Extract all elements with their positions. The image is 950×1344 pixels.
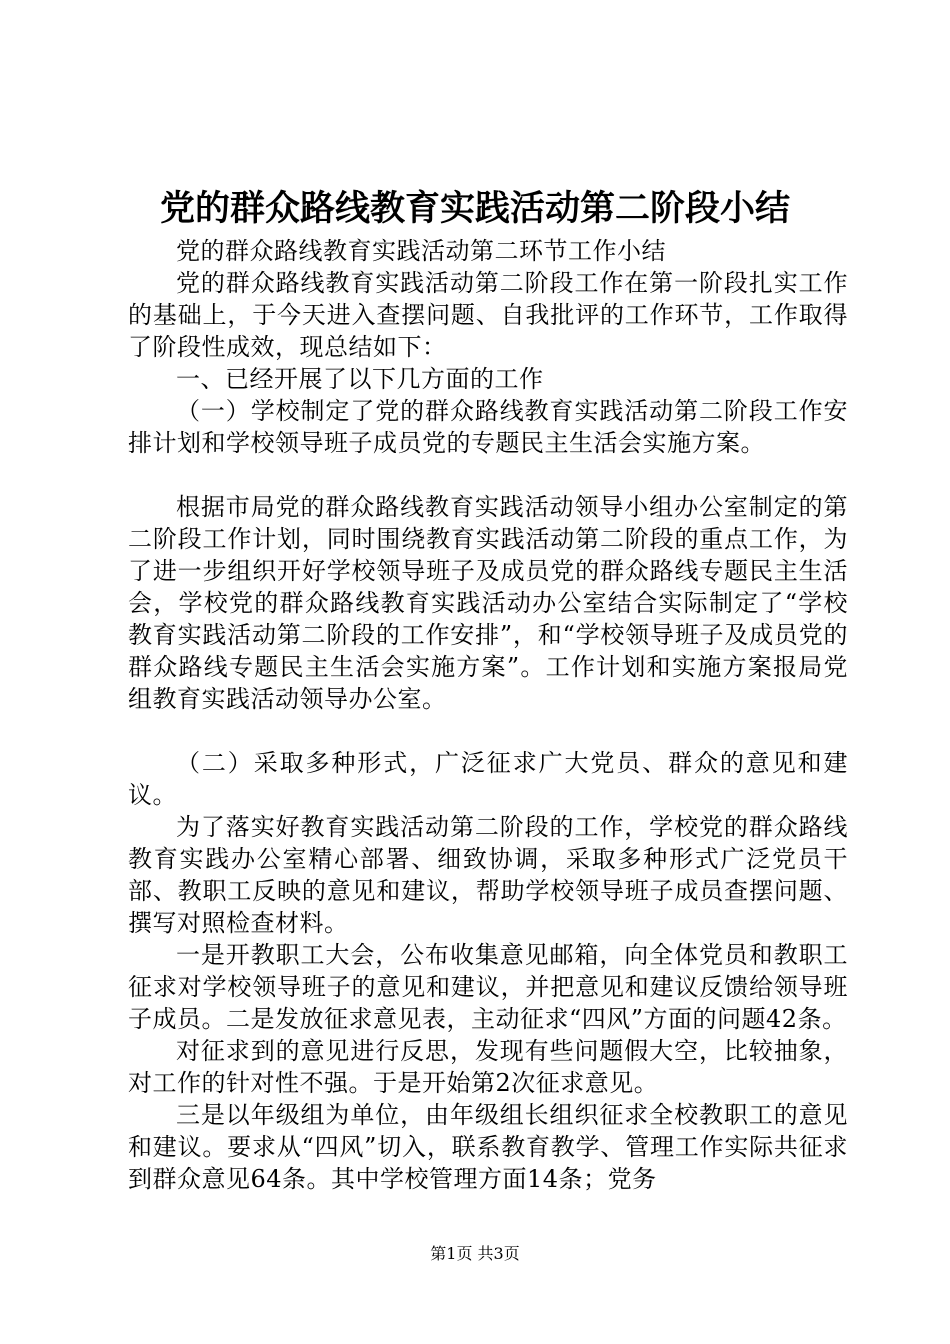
document-title: 党的群众路线教育实践活动第二阶段小结 xyxy=(159,188,790,229)
paragraph-reflection: 对征求到的意见进行反思，发现有些问题假大空，比较抽象，对工作的针对性不强。于是开始第2次征求意见。 xyxy=(128,1037,848,1097)
paragraph-intro: 党的群众路线教育实践活动第二阶段工作在第一阶段扎实工作的基础上，于今天进入查摆问题、自我批评的工作环节，工作取得了阶段性成效，现总结如下： xyxy=(128,269,848,361)
section-heading-1: 一、已经开展了以下几方面的工作 xyxy=(176,365,544,393)
subsection-heading-1: （一）学校制定了党的群众路线教育实践活动第二阶段工作安排计划和学校领导班子成员党的专题民主生活会实施方案。 xyxy=(128,397,848,457)
paragraph-implementation: 为了落实好教育实践活动第二阶段的工作，学校党的群众路线教育实践办公室精心部署、细致协调，采取多种形式广泛党员干部、教职工反映的意见和建议，帮助学校领导班子成员查摆问题、撰写对照检查材料。 xyxy=(128,813,848,937)
subsection-heading-2: （二）采取多种形式，广泛征求广大党员、群众的意见和建议。 xyxy=(128,749,848,809)
paragraph-method-1-2: 一是开教职工大会，公布收集意见邮箱，向全体党员和教职工征求对学校领导班子的意见和建议，并把意见和建议反馈给领导班子成员。二是发放征求意见表，主动征求“四风”方面的问题42条。 xyxy=(128,941,848,1033)
paragraph-subtitle: 党的群众路线教育实践活动第二环节工作小结 xyxy=(176,237,666,265)
page-number: 第1页 共3页 xyxy=(430,1244,520,1263)
paragraph-plan: 根据市局党的群众路线教育实践活动领导小组办公室制定的第二阶段工作计划，同时围绕教育实践活动第二阶段的重点工作，为了进一步组织开好学校领导班子及成员党的群众路线专题民主生活会，学校党的群众路线教育实践活动办公室结合实际制定了“学校教育实践活动第二阶段的工作安排”，和“学校领导班子及成员党的群众路线专题民主生活会实施方案”。工作计划和实施方案报局党组教育实践活动领导办公室。 xyxy=(128,493,848,713)
document-body xyxy=(128,235,848,1195)
paragraph-method-3: 三是以年级组为单位，由年级组长组织征求全校教职工的意见和建议。要求从“四风”切入，联系教育教学、管理工作实际共征求到群众意见64条。其中学校管理方面14条；党务 xyxy=(128,1101,848,1193)
